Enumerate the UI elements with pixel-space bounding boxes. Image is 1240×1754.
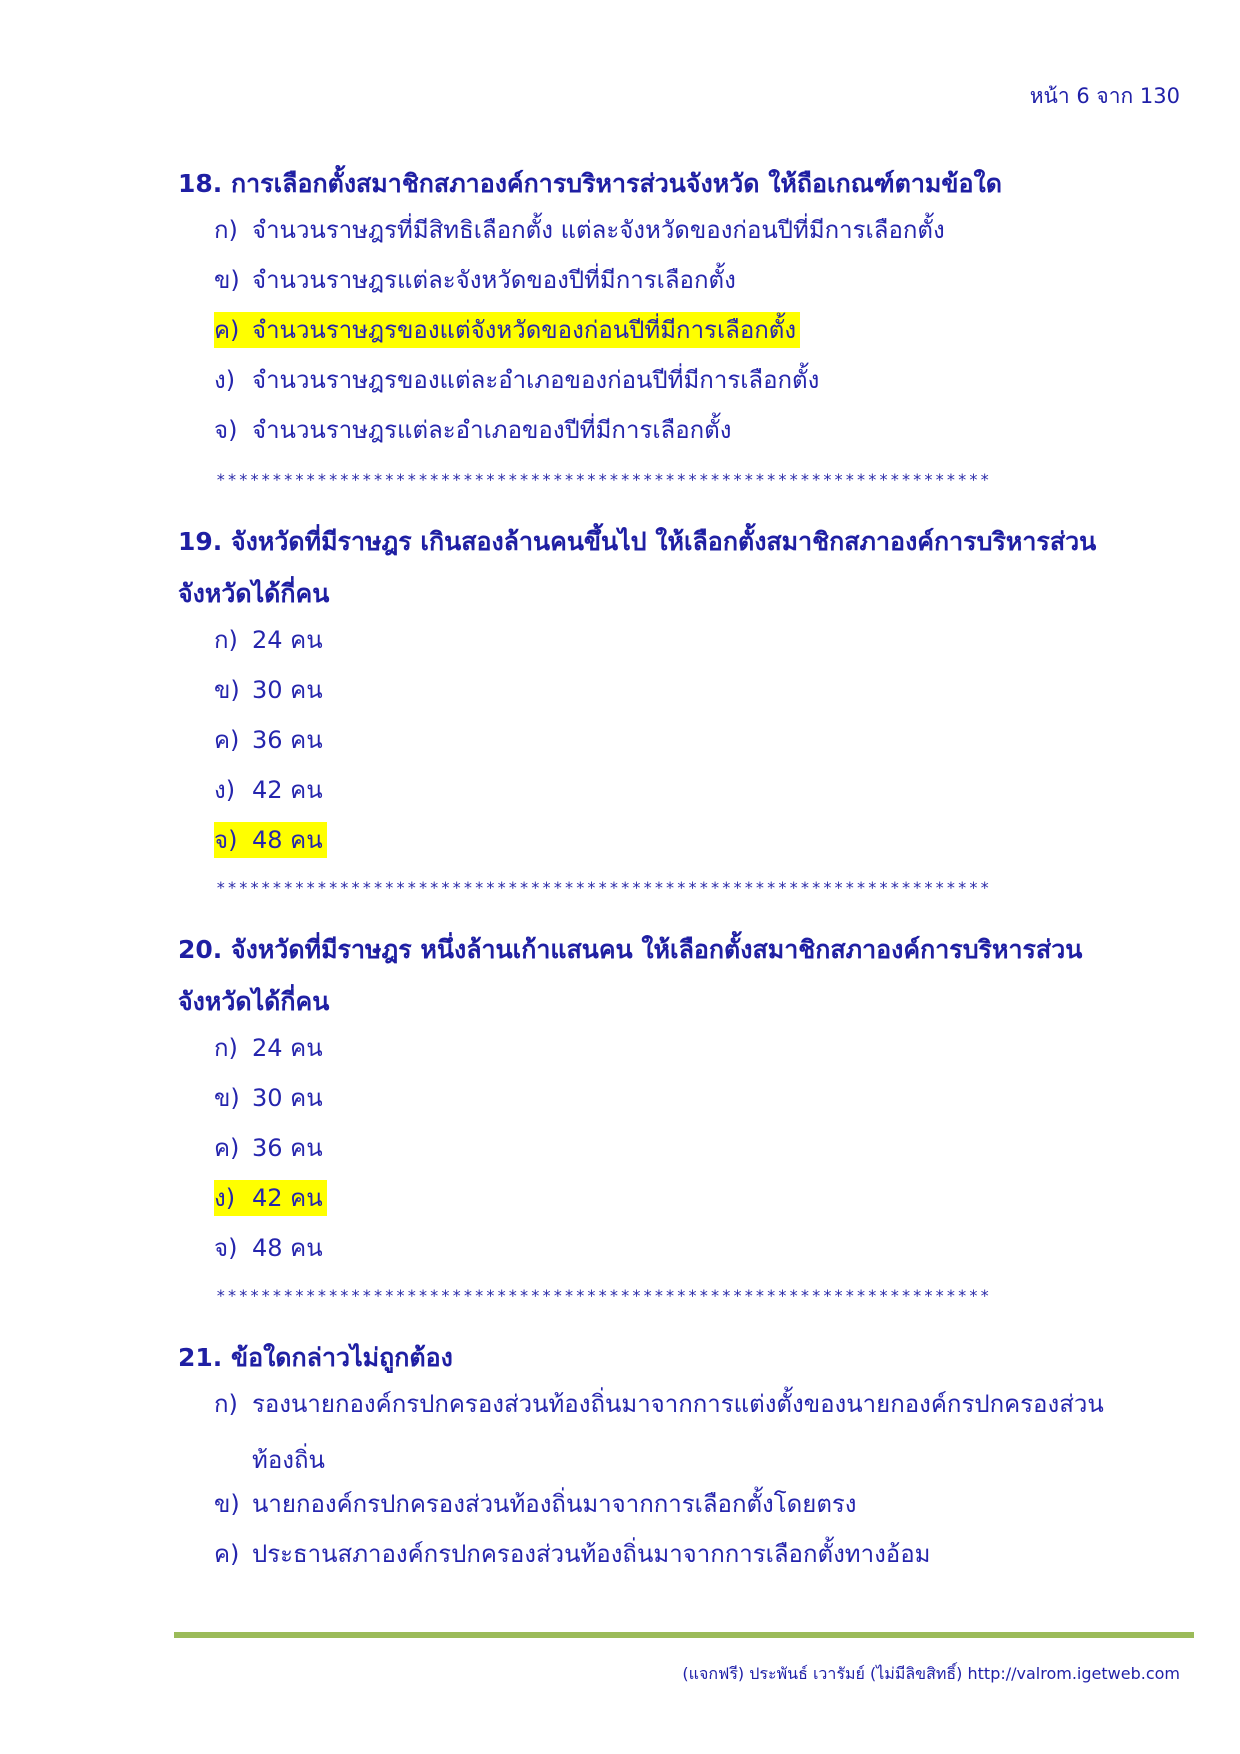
option-label: ค) — [214, 1134, 240, 1162]
option-text: 42 คน — [252, 1184, 323, 1212]
option-label: ก) — [214, 1034, 238, 1062]
footer-divider — [174, 1632, 1194, 1638]
q20-option-2 — [214, 1080, 323, 1116]
q21-option-1 — [214, 1386, 1104, 1422]
option-text: นายกองค์กรปกครองส่วนท้องถิ่นมาจากการเลือกตั้งโดยตรง — [252, 1490, 857, 1518]
q21-option-2 — [214, 1486, 857, 1522]
footer-credit: (แจกฟรี) ประพันธ์ เวารัมย์ (ไม่มีลิขสิทธิ์) http://valrom.igetweb.com — [682, 1664, 1180, 1683]
separator-stars: ********************************************************************* — [216, 1286, 992, 1305]
option-label: ก) — [214, 626, 238, 654]
option-label: จ) — [214, 1234, 238, 1262]
q19-option-1 — [214, 622, 323, 658]
option-text: จำนวนราษฎรของแต่จังหวัดของก่อนปีที่มีการเลือกตั้ง — [252, 316, 797, 344]
option-label: ข) — [214, 1490, 240, 1518]
option-label: ค) — [214, 1540, 240, 1568]
q18-option-1 — [214, 212, 945, 248]
q19-option-4 — [214, 772, 323, 808]
q20-option-4-answer-highlight — [214, 1180, 327, 1216]
page-number: หน้า 6 จาก 130 — [1029, 84, 1180, 108]
q18-option-2 — [214, 262, 736, 298]
question-19-title: 19. จังหวัดที่มีราษฎร เกินสองล้านคนขึ้นไป ให้เลือกตั้งสมาชิกสภาองค์การบริหารส่วน — [178, 527, 1097, 556]
q21-option-3 — [214, 1536, 930, 1572]
q18-option-3-answer-highlight — [214, 312, 800, 348]
option-label: ค) — [214, 726, 240, 754]
option-text: 36 คน — [252, 726, 323, 754]
option-text: 36 คน — [252, 1134, 323, 1162]
separator-stars: ********************************************************************* — [216, 878, 992, 897]
q20-option-1 — [214, 1030, 323, 1066]
question-18-title: 18. การเลือกตั้งสมาชิกสภาองค์การบริหารส่วนจังหวัด ให้ถือเกณฑ์ตามข้อใด — [178, 169, 1002, 198]
option-label: ง) — [214, 776, 236, 804]
option-text: จำนวนราษฎรแต่ละจังหวัดของปีที่มีการเลือกตั้ง — [252, 266, 736, 294]
option-label: ค) — [214, 316, 240, 344]
option-text: จำนวนราษฎรของแต่ละอำเภอของก่อนปีที่มีการเลือกตั้ง — [252, 366, 820, 394]
q19-option-3 — [214, 722, 323, 758]
option-label: ก) — [214, 1390, 238, 1418]
question-20-title-cont: จังหวัดได้กี่คน — [178, 987, 330, 1016]
option-label: ข) — [214, 266, 240, 294]
option-text: 24 คน — [252, 1034, 323, 1062]
question-21-title: 21. ข้อใดกล่าวไม่ถูกต้อง — [178, 1343, 453, 1372]
option-text: 30 คน — [252, 1084, 323, 1112]
option-text: 30 คน — [252, 676, 323, 704]
q18-option-4 — [214, 362, 819, 398]
q20-option-5 — [214, 1230, 323, 1266]
q18-option-5 — [214, 412, 731, 448]
option-text: ประธานสภาองค์กรปกครองส่วนท้องถิ่นมาจากการเลือกตั้งทางอ้อม — [252, 1540, 931, 1568]
option-text: รองนายกองค์กรปกครองส่วนท้องถิ่นมาจากการแต่งตั้งของนายกองค์กรปกครองส่วน — [252, 1390, 1104, 1418]
option-text: 48 คน — [252, 1234, 323, 1262]
option-text: จำนวนราษฎรแต่ละอำเภอของปีที่มีการเลือกตั้ง — [252, 416, 732, 444]
option-text: 24 คน — [252, 626, 323, 654]
option-text: 48 คน — [252, 826, 323, 854]
question-19-title-cont: จังหวัดได้กี่คน — [178, 579, 330, 608]
option-text: 42 คน — [252, 776, 323, 804]
option-label: จ) — [214, 826, 238, 854]
separator-stars: ********************************************************************* — [216, 470, 992, 489]
option-label: ข) — [214, 676, 240, 704]
option-label: จ) — [214, 416, 238, 444]
q19-option-5-answer-highlight — [214, 822, 327, 858]
q21-option-1-cont: ท้องถิ่น — [252, 1446, 325, 1474]
q20-option-3 — [214, 1130, 323, 1166]
question-20-title: 20. จังหวัดที่มีราษฎร หนึ่งล้านเก้าแสนคน ให้เลือกตั้งสมาชิกสภาองค์การบริหารส่วน — [178, 935, 1083, 964]
option-label: ข) — [214, 1084, 240, 1112]
option-label: ง) — [214, 366, 236, 394]
option-text: จำนวนราษฎรที่มีสิทธิเลือกตั้ง แต่ละจังหวัดของก่อนปีที่มีการเลือกตั้ง — [252, 216, 945, 244]
option-label: ก) — [214, 216, 238, 244]
option-label: ง) — [214, 1184, 236, 1212]
q19-option-2 — [214, 672, 323, 708]
